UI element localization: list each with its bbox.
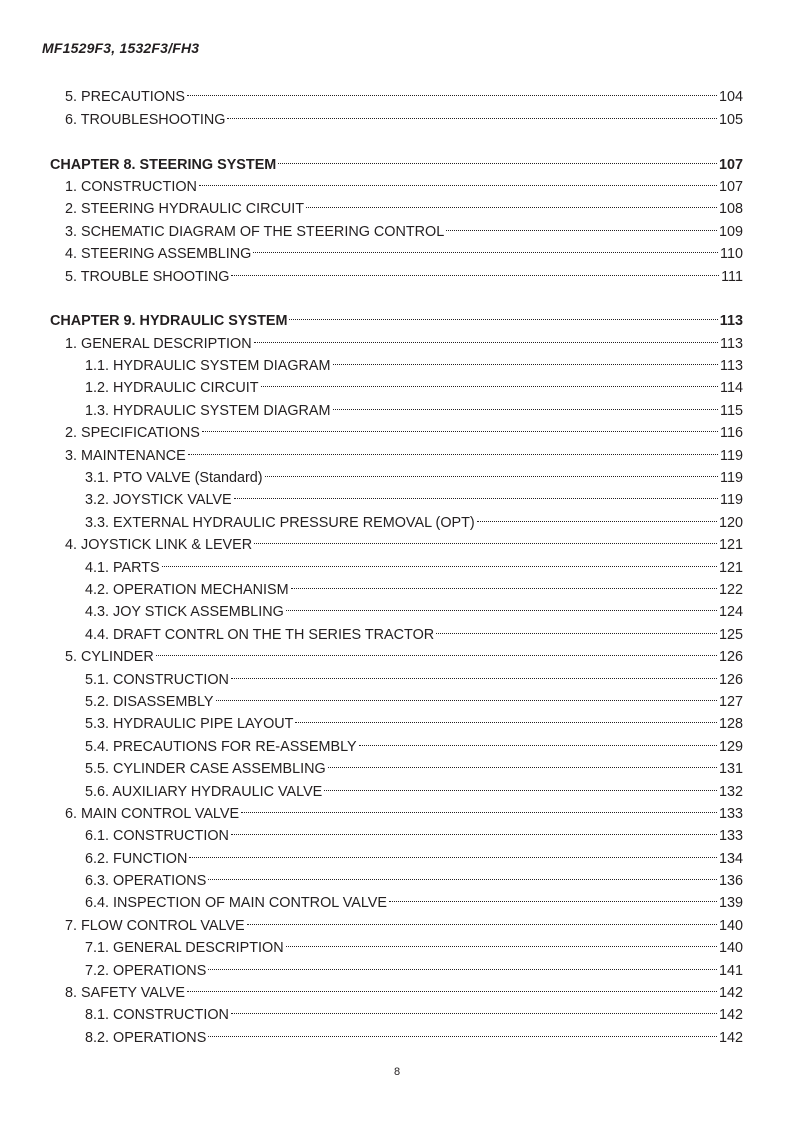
dot-leader [333,392,719,414]
toc-entry-page-number: 126 [718,671,743,688]
dot-leader [162,549,717,571]
toc-entry [0,616,794,643]
toc-entry-page-number: 131 [718,761,743,778]
dot-leader [199,169,717,191]
dot-leader [446,213,717,235]
toc-entry-title: 5.2. DISASSEMBLY [85,693,214,710]
dot-leader [187,79,717,101]
toc-entry-page-number: 139 [718,895,743,912]
toc-entry-page-number: 132 [718,783,743,800]
dot-leader [359,728,717,750]
dot-leader [188,437,718,459]
toc-entry [0,863,794,890]
toc-entry-page-number: 136 [718,873,743,890]
toc-entry [0,728,794,755]
toc-entry-title: 1.3. HYDRAULIC SYSTEM DIAGRAM [85,402,331,419]
toc-entry-title: 5.6. AUXILIARY HYDRAULIC VALVE [85,783,323,800]
toc-entry-title: 1. GENERAL DESCRIPTION [65,335,252,352]
toc-entry-title: 4.2. OPERATION MECHANISM [85,581,289,598]
toc-entry-title: 5. PRECAUTIONS [65,89,185,106]
toc-chapter-entry [0,303,794,330]
toc-entry-page-number: 115 [720,402,743,419]
toc-entry [0,1019,794,1046]
toc-entry-page-number: 126 [718,649,743,666]
toc-entry-title: 3.3. EXTERNAL HYDRAULIC PRESSURE REMOVAL (OPT) [85,514,475,531]
toc-entry-page-number: 133 [718,828,743,845]
toc-entry-page-number: 122 [718,581,743,598]
toc-entry-page-number: 113 [720,358,743,375]
toc-entry-title: 5. CYLINDER [65,649,154,666]
dot-leader [208,863,717,885]
toc-entry [0,975,794,1002]
toc-entry-page-number: 107 [718,178,743,195]
toc-entry [0,706,794,733]
toc-entry-title: 4.4. DRAFT CONTRL ON THE TH SERIES TRACTOR [85,626,435,643]
toc-entry-page-number: 119 [720,470,743,487]
toc-entry [0,101,794,128]
dot-leader [247,907,717,929]
dot-leader [208,1019,717,1041]
toc-entry-title: 4. STEERING ASSEMBLING [65,246,252,263]
dot-leader [156,639,717,661]
dot-leader [187,975,717,997]
dot-leader [231,997,717,1019]
dot-leader [216,684,717,706]
toc-entry-page-number: 113 [720,335,743,352]
toc-entry-title: 7. FLOW CONTROL VALVE [65,917,245,934]
toc-entry-title: 1. CONSTRUCTION [65,178,197,195]
toc-entry-title: 3.1. PTO VALVE (Standard) [85,470,263,487]
dot-leader [202,415,718,437]
toc-entry-page-number: 111 [721,268,743,285]
toc-entry-page-number: 129 [718,738,743,755]
toc-entry-page-number: 113 [719,313,743,330]
toc-entry-title: 6.4. INSPECTION OF MAIN CONTROL VALVE [85,895,387,912]
toc-entry-title: 5.3. HYDRAULIC PIPE LAYOUT [85,716,294,733]
toc-entry-title: 3. SCHEMATIC DIAGRAM OF THE STEERING CONTROL [65,223,445,240]
toc-entry-title: 7.2. OPERATIONS [85,962,207,979]
toc-chapter-entry [0,146,794,173]
toc-entry [0,527,794,554]
page-number: 8 [393,1066,401,1078]
toc-entry [0,549,794,576]
toc-entry [0,661,794,688]
toc-entry [0,952,794,979]
toc-entry-page-number: 142 [718,1007,743,1024]
toc-entry-page-number: 141 [718,962,743,979]
dot-leader [208,952,717,974]
toc-entry-page-number: 105 [718,111,743,128]
toc-entry [0,751,794,778]
dot-leader [241,796,717,818]
toc-entry [0,213,794,240]
toc-entry [0,482,794,509]
toc-entry [0,169,794,195]
dot-leader [295,706,717,728]
toc-entry-page-number: 134 [718,850,743,867]
toc-entry-title: 2. SPECIFICATIONS [65,425,200,442]
dot-leader [254,527,717,549]
toc-entry [0,997,794,1024]
toc-entry-title: 8.1. CONSTRUCTION [85,1007,229,1024]
toc-entry-title: 5. TROUBLE SHOOTING [65,268,230,285]
toc-entry-title: 6. MAIN CONTROL VALVE [65,805,240,822]
toc-entry-page-number: 109 [718,223,743,240]
toc-entry [0,840,794,867]
dot-leader [227,101,717,123]
toc-entry-page-number: 110 [720,246,743,263]
toc-entry-page-number: 121 [718,559,743,576]
toc-entry [0,236,794,263]
toc-entry-title: CHAPTER 8. STEERING SYSTEM [50,156,277,173]
toc-entry-page-number: 142 [718,1029,743,1046]
dot-leader [436,616,717,638]
toc-entry-page-number: 114 [720,380,743,397]
toc-entry-title: 6. TROUBLESHOOTING [65,111,226,128]
dot-leader [253,236,718,258]
dot-leader [306,191,717,213]
toc-entry-page-number: 140 [718,917,743,934]
toc-entry [0,907,794,934]
toc-entry-title: 8. SAFETY VALVE [65,985,185,1002]
toc-entry [0,415,794,442]
toc-entry-page-number: 128 [718,716,743,733]
toc-entry-page-number: 124 [718,604,743,621]
toc-entry [0,191,794,218]
dot-leader [289,303,717,325]
dot-leader [261,370,719,392]
toc-entry [0,370,794,397]
toc-entry-title: 6.2. FUNCTION [85,850,188,867]
dot-leader [231,818,717,840]
dot-leader [254,325,718,347]
toc-entry-title: 8.2. OPERATIONS [85,1029,207,1046]
dot-leader [231,661,717,683]
toc-entry-page-number: 116 [720,425,743,442]
toc-entry [0,348,794,375]
toc-entry-title: 3.2. JOYSTICK VALVE [85,492,232,509]
toc-entry [0,437,794,464]
toc-entry-title: 6.1. CONSTRUCTION [85,828,229,845]
dot-leader [328,751,717,773]
dot-leader [286,594,717,616]
toc-entry-page-number: 119 [720,447,743,464]
dot-leader [278,146,717,168]
toc-entry [0,818,794,845]
toc-entry-page-number: 140 [718,940,743,957]
toc-entry [0,460,794,487]
toc-entry-title: 4.3. JOY STICK ASSEMBLING [85,604,284,621]
toc-entry-title: 7.1. GENERAL DESCRIPTION [85,940,284,957]
toc-entry-page-number: 107 [718,156,743,173]
toc-entry [0,392,794,419]
toc-entry-title: 6.3. OPERATIONS [85,873,207,890]
toc-entry [0,325,794,352]
toc-entry-title: 1.2. HYDRAULIC CIRCUIT [85,380,259,397]
dot-leader [477,504,717,526]
toc-entry [0,572,794,598]
dot-leader [286,930,717,952]
dot-leader [291,572,717,594]
toc-entry [0,773,794,800]
dot-leader [333,348,719,370]
toc-entry-title: 3. MAINTENANCE [65,447,186,464]
toc-entry [0,258,794,285]
toc-entry-page-number: 104 [718,89,743,106]
dot-leader [189,840,717,862]
dot-leader [389,885,717,907]
toc-entry-title: 5.5. CYLINDER CASE ASSEMBLING [85,761,326,778]
toc-entry [0,930,794,957]
toc-entry [0,639,794,666]
toc-entry-title: 4. JOYSTICK LINK & LEVER [65,537,253,554]
toc-entry-title: 5.1. CONSTRUCTION [85,671,229,688]
toc-entry [0,684,794,710]
toc-entry-page-number: 127 [718,693,743,710]
toc-entry [0,79,794,106]
toc-entry [0,504,794,531]
dot-leader [231,258,719,280]
dot-leader [234,482,718,504]
toc-entry-title: 5.4. PRECAUTIONS FOR RE-ASSEMBLY [85,738,357,755]
toc-entry-page-number: 108 [718,201,743,218]
toc-entry-page-number: 133 [718,805,743,822]
toc-entry-page-number: 125 [718,626,743,643]
toc-entry-page-number: 120 [718,514,743,531]
toc-entry [0,594,794,621]
dot-leader [324,773,717,795]
toc-entry-page-number: 119 [720,492,743,509]
toc-entry-title: 2. STEERING HYDRAULIC CIRCUIT [65,201,305,218]
toc-entry-page-number: 142 [718,985,743,1002]
document-header: MF1529F3, 1532F3/FH3 [42,40,200,56]
toc-entry-title: 4.1. PARTS [85,559,160,576]
table-of-contents [0,79,794,1046]
toc-entry [0,885,794,912]
toc-entry-title: CHAPTER 9. HYDRAULIC SYSTEM [50,313,288,330]
dot-leader [265,460,718,482]
toc-entry-page-number: 121 [718,537,743,554]
toc-entry-title: 1.1. HYDRAULIC SYSTEM DIAGRAM [85,358,331,375]
toc-entry [0,796,794,822]
